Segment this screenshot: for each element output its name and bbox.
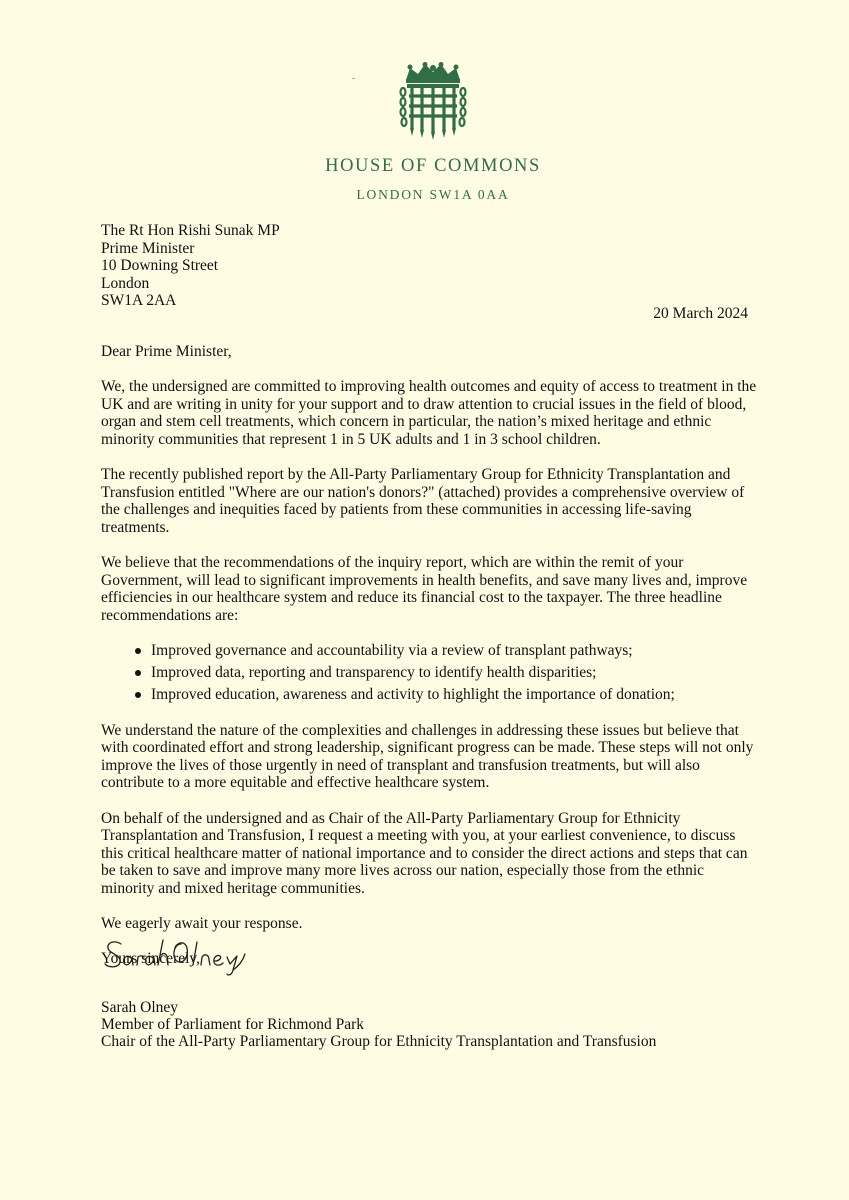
bullet-icon bbox=[135, 648, 141, 654]
list-item bbox=[151, 664, 761, 682]
letterhead-title: HOUSE OF COMMONS bbox=[325, 156, 541, 176]
paragraph-4: We understand the nature of the complexities and challenges in addressing these issues but believe that with coordinated effort and strong leadership, significant progress can be made. These steps will not only improve the lives of those urgently in need of transplant and transfusion treatments, but will also contribute to a more equitable and effective healthcare system. bbox=[101, 721, 754, 792]
recommendations-list bbox=[101, 642, 761, 704]
bullet-icon bbox=[135, 670, 141, 676]
recipient-address-block bbox=[101, 222, 280, 310]
recipient-name: The Rt Hon Rishi Sunak MP bbox=[101, 222, 280, 239]
paragraph-2: The recently published report by the All-Party Parliamentary Group for Ethnicity Transplantation and Transfusion entitled "Where are our nation's donors?" (attached) provides a comprehensive overview of the challenges and inequities faced by patients from these communities in accessing life-saving treatments. bbox=[101, 466, 745, 536]
recipient-postcode: SW1A 2AA bbox=[101, 292, 177, 310]
recipient-title: Prime Minister bbox=[101, 239, 195, 257]
paragraph-5: On behalf of the undersigned and as Chair of the All-Party Parliamentary Group for Ethnicity Transplantation and Transfusion, I request a meeting with you, at your earliest convenience, to discuss this critical healthcare matter of national importance and to consider the direct actions and steps that can be taken to save and improve many more lives across our nation, especially those from the ethnic minority and mixed heritage communities. bbox=[101, 809, 748, 897]
paragraph-3: We believe that the recommendations of the inquiry report, which are within the remit of your Government, will lead to significant improvements in health benefits, and save many lives and, improve efficiencies in our healthcare system and reduce its financial cost to the taxpayer. The three headline recommendations are: bbox=[101, 554, 748, 624]
paragraph-1: We, the undersigned are committed to improving health outcomes and equity of access to treatment in the UK and are writing in unity for your support and to draw attention to crucial issues in the field of blood, organ and stem cell treatments, which concern in particular, the nation’s mixed heritage and ethnic minority communities that represent 1 in 5 UK adults and 1 in 3 school children. bbox=[101, 378, 757, 448]
speck-mark bbox=[352, 78, 355, 79]
letter-date: 20 March 2024 bbox=[653, 305, 748, 322]
signatory-role: Member of Parliament for Richmond Park bbox=[101, 1015, 365, 1033]
recommendation-text: Improved governance and accountability via a review of transplant pathways; bbox=[151, 642, 633, 660]
signatory-role: Chair of the All-Party Parliamentary Group for Ethnicity Transplantation and Transfusion bbox=[101, 1032, 657, 1050]
bullet-icon bbox=[135, 692, 141, 698]
signatory-name: Sarah Olney bbox=[101, 999, 179, 1016]
list-item bbox=[151, 642, 761, 660]
recipient-street: 10 Downing Street bbox=[101, 257, 219, 275]
recommendation-text: Improved education, awareness and activity to highlight the importance of donation; bbox=[151, 686, 675, 704]
paragraph-6: We eagerly await your response. bbox=[101, 915, 303, 933]
closing: Yours sincerely, bbox=[101, 950, 201, 968]
recipient-city: London bbox=[101, 274, 150, 292]
letterhead-address: LONDON SW1A 0AA bbox=[356, 187, 510, 202]
signatory-block bbox=[101, 1000, 656, 1050]
handwritten-signature bbox=[101, 930, 261, 982]
list-item bbox=[151, 686, 761, 704]
portcullis-icon bbox=[398, 62, 468, 140]
letter-body bbox=[101, 343, 761, 986]
salutation: Dear Prime Minister, bbox=[101, 343, 232, 360]
recommendation-text: Improved data, reporting and transparency to identify health disparities; bbox=[151, 664, 597, 682]
